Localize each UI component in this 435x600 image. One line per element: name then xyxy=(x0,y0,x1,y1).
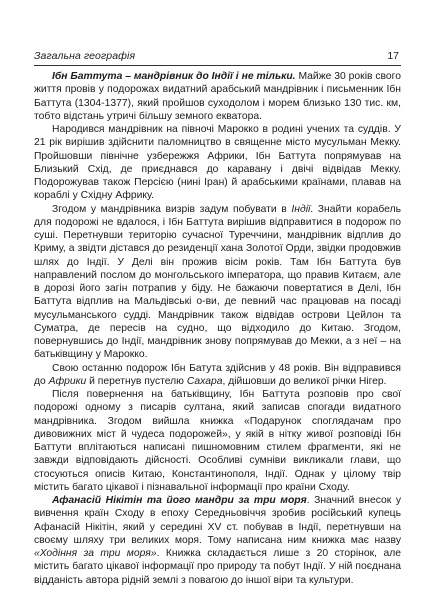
paragraph-ibn-battuta-india-journey xyxy=(34,203,401,362)
text-run: Свою останню подорож Ібн Батута здійснив у 48 років. Він відправився до xyxy=(34,362,401,387)
page-number: 17 xyxy=(387,50,399,62)
header-rule xyxy=(34,65,401,66)
text-run: . Книжка складається лише з 20 сторінок, але містить багато цікавої інформації про природу та побут Індії. У ній поєднана відданість автора рідній землі з повагою до іншої віри та культури. xyxy=(34,548,401,586)
emphasis-run: «Ходіння за три моря» xyxy=(34,548,157,559)
paragraph-ibn-battuta-intro xyxy=(34,70,401,123)
page-body xyxy=(34,70,401,587)
text-run: й перетнув пустелю xyxy=(86,375,187,387)
running-header xyxy=(34,44,401,62)
paragraph-ibn-battuta-early-life xyxy=(34,123,401,203)
section-heading-run: Ібн Баттута – мандрівник до Індії і не тільки. xyxy=(52,71,296,82)
text-run: Після повернення на батьківщину, Ібн Баттута розповів про свої подорожі одному з писарів султана, який записав спогади видатного мандрівника. Згодом вийшла книжка «Подарунок споглядачам про дивовижних міст й чудеса подорожей», у якій в нітку живої розповіді Ібн Баттути вплітаються написані пишномовним стилем фрагменти, які не завжди відповідають дійсності. Особливі сумніви викликали глави, що стосуються описів Китаю, Константинополя, Індії. Однак у цілому твір містить багато цікавої і пізнавальної інформації про країни Сходу. xyxy=(34,389,401,493)
text-run: Згодом у мандрівника визрів задум побувати в xyxy=(52,203,292,215)
paragraph-ibn-battuta-last-journey xyxy=(34,362,401,389)
emphasis-run: Сахара xyxy=(186,375,223,387)
emphasis-run: Індії xyxy=(291,203,311,215)
text-run: . Значний внесок у вивчення країн Сходу в епоху Середньовіччя зробив російський купець Афанасій Нікітін, який у середині XV ст. побував в Індії, перетнувши на своєму шляху три великих моря. Тому написана ним книжка має назву xyxy=(34,495,401,546)
text-run: Народився мандрівник на півночі Марокко в родині учених та суддів. У 21 рік вирішив здійснити паломництво в священне місто мусульман Мекку. Пройшовши північне узбережжя Африки, Ібн Баттута попрямував на Близький Схід, де приєднався до каравану і двічі відвідав Мекку. Подорожував також Персією (нині Іран) й арабськими країнами, плавав на кораблі у Східну Африку. xyxy=(34,124,401,202)
paragraph-nikitin xyxy=(34,494,401,587)
text-run: . Знайти корабель для подорожі не вдалося, і Ібн Баттута вирішив відправитися в подорож по суші. Перетнувши територію сучасної Туреччини, мандрівник відплив до Криму, а звідти дістався до резиденції хана Золотої Орди, звідки продовжив шлях до Індії. У Делі він прожив вісім років. Там Ібн Баттута був направлений послом до монгольського імператора, що правив Китаєм, але в дорозі його загін потрапив у біду. Не бажаючи повертатися в Делі, Ібн Баттута відплив на Мальдівські о-ви, де певний час працював на посаді мусульманського судді. Мандрівник також відвідав острови Цейлон та Суматра, де пересів на судно, що відходило до Китаю. Згодом, повернувшись до Індії, мандрівник знову попрямував до Мекки, а з неї – на батьківщину у Марокко. xyxy=(34,203,401,361)
paragraph-ibn-battuta-book xyxy=(34,388,401,494)
emphasis-run: Африки xyxy=(48,375,87,387)
text-run: Майже 30 років свого життя провів у подорожах видатний арабський мандрівник і письменник Ібн Баттута (1304-1377), який пройшов суходолом і морем близько 130 тис. км, тобто відстань утричі більшу земного екватора. xyxy=(34,71,401,122)
section-heading-run: Афанасій Нікітін та його мандри за три моря xyxy=(52,495,307,506)
text-run: , дійшовши до великої річки Нігер. xyxy=(222,375,387,387)
header-title: Загальна географія xyxy=(34,50,136,62)
